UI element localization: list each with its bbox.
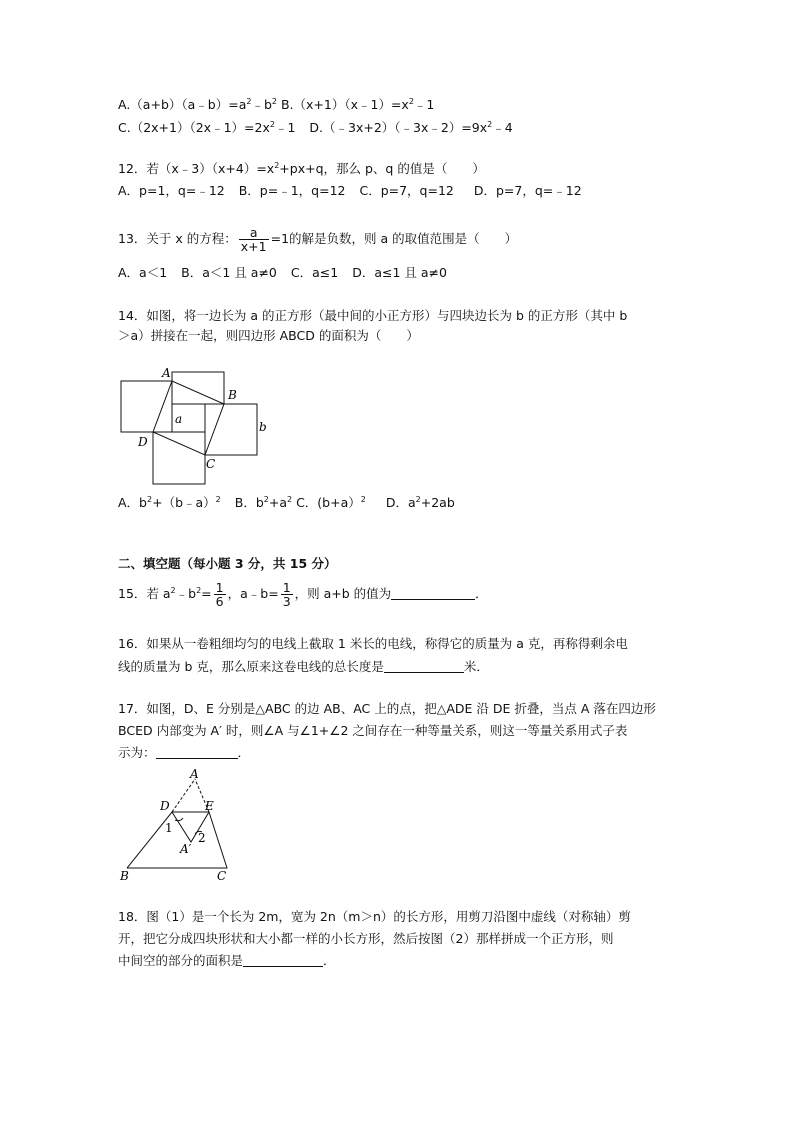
label-a-prime: A′ — [180, 842, 192, 856]
square-left — [121, 381, 172, 432]
label-b-vertex: B — [228, 388, 237, 402]
label-side-b: b — [259, 420, 267, 434]
square-right — [205, 404, 257, 455]
q18-stem-line1: 18．图（1）是一个长为 2m，宽为 2n（m＞n）的长方形，用剪刀沿图中虚线（对称轴）剪 — [118, 909, 631, 924]
label-b-point: B — [120, 869, 129, 883]
section-2-title: 二、填空题（每小题 3 分，共 15 分） — [118, 556, 337, 571]
q12-options — [118, 183, 582, 199]
label-c-point: C — [217, 869, 227, 883]
q15-fraction-2: $\frac{1}{3}$ — [282, 580, 291, 609]
q13-option-b: B．a＜1 且 a≠0 — [181, 265, 277, 280]
q11-option-b: $B.(x+1)(x﹣1)=x^2﹣1$ — [280, 97, 435, 112]
q14-option-d: D．$a^2+2ab$ — [385, 495, 455, 510]
q11-options-row1 — [118, 97, 434, 113]
q15-fraction-1: $\frac{1}{6}$ — [215, 580, 224, 609]
q16-stem-line1: 16．如果从一卷粗细均匀的电线上截取 1 米长的电线，称得它的质量为 a 克，再称得剩余电 — [118, 636, 628, 651]
original-side-da — [172, 779, 195, 812]
q12-option-a: A．p=1，q=﹣12 — [118, 183, 225, 198]
q13-option-d: D．a≤1 且 a≠0 — [352, 265, 447, 280]
q14-option-a: A．$b^2+(b﹣a)^2$ — [118, 495, 221, 510]
q13-option-a: A．a＜1 — [118, 265, 168, 280]
label-c-vertex: C — [206, 457, 216, 471]
square-bottom — [153, 432, 205, 484]
q12-option-d: D．p=7，q=﹣12 — [473, 183, 582, 198]
q18-answer-blank[interactable] — [243, 966, 323, 967]
q17-answer-blank[interactable] — [156, 758, 238, 759]
q11-option-d: $D.(﹣3x+2)(﹣3x﹣2)=9x^2﹣4$ — [309, 120, 513, 135]
q15-answer-blank[interactable] — [391, 599, 475, 600]
q14-stem-line1: 14．如图，将一边长为 a 的正方形（最中间的小正方形）与四块边长为 b 的正方形（其中 b — [118, 308, 628, 323]
q17-stem-line1: 17．如图，D、E 分别是△ABC 的边 AB、AC 上的点，把△ADE 沿 DE 折叠，当点 A 落在四边形 — [118, 701, 656, 716]
q14-options — [118, 495, 455, 511]
q12-option-c: C．p=7，q=12 — [359, 183, 454, 198]
label-angle-2: 2 — [198, 831, 206, 845]
q15-stem: 15．若 $a^2﹣b^2=$ $\frac{1}{6}$ ，a﹣b= $\frac{1}{3}$ ，则 a+b 的值为 ． — [118, 580, 488, 609]
q14-stem-line2: ＞a）拼接在一起，则四边形 ABCD 的面积为（ ） — [118, 328, 419, 343]
q13-option-c: C．a≤1 — [290, 265, 339, 280]
q13-fraction: $\frac{a}{x+1}$ — [240, 225, 267, 254]
label-d-point: D — [160, 799, 170, 813]
q18-stem-line3: 中间空的部分的面积是 ． — [118, 953, 336, 968]
q11-options-row2 — [118, 120, 513, 136]
label-side-a: a — [175, 412, 183, 426]
q16-stem-line2: 线的质量为 b 克，那么原来这卷电线的总长度是 米． — [118, 659, 489, 674]
q16-answer-blank[interactable] — [384, 672, 464, 673]
q18-stem-line2: 开，把它分成四块形状和大小都一样的小长方形，然后按图（2）那样拼成一个正方形，则 — [118, 931, 614, 946]
q14-option-c: C．(b+a）$^2$ — [296, 495, 366, 510]
q17-figure — [115, 765, 240, 885]
q11-option-c: $C.(2x+1)(2x﹣1)=2x^2﹣1$ — [118, 120, 296, 135]
q12-option-b: B．p=﹣1，q=12 — [238, 183, 346, 198]
q13-options — [118, 265, 447, 281]
q13-stem: 13．关于 x 的方程： $\frac{a}{x+1}$ =1的解是负数，则 a 的取值范围是（ ） — [118, 225, 518, 254]
q14-option-b: B．$b^2+a^2$ — [234, 495, 293, 510]
label-angle-1: 1 — [165, 821, 173, 835]
label-d-vertex: D — [138, 435, 148, 449]
q11-option-a: $A.(a+b)(a﹣b)=a^2﹣b^2$ — [118, 97, 277, 112]
q14-figure — [115, 360, 275, 490]
q17-stem-line2: BCED 内部变为 A′ 时，则∠A 与∠1+∠2 之间存在一种等量关系，则这一等量关系用式子表 — [118, 723, 628, 738]
square-top — [172, 372, 224, 404]
q12-stem: 12．若$(x﹣3)(x+4)=x^2+px+q$，那么 p、q 的值是（ ） — [118, 161, 485, 176]
quadrilateral-abcd — [153, 381, 224, 455]
q17-stem-line3: 示为： ． — [118, 745, 251, 760]
label-e-point: E — [205, 799, 214, 813]
label-a-vertex: A — [162, 366, 171, 380]
label-a-apex: A — [190, 767, 199, 781]
